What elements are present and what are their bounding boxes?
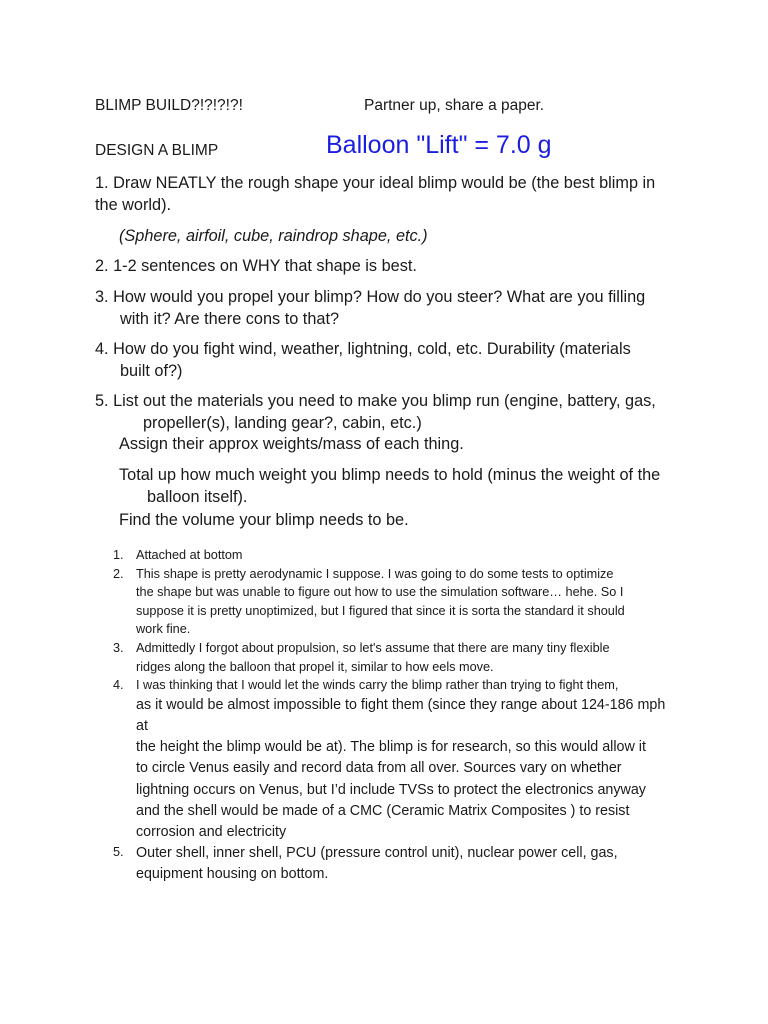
partner-instruction: Partner up, share a paper.: [364, 97, 545, 114]
answer-number: 4.: [113, 678, 124, 693]
question-1: [95, 172, 695, 216]
question-2: [95, 255, 695, 277]
question-1-line-1: 1. Draw NEATLY the rough shape your ideal blimp would be (the best blimp in: [95, 174, 656, 192]
question-4-line-2: built of?): [120, 362, 183, 380]
question-3-line-2: with it? Are there cons to that?: [120, 310, 340, 328]
question-3: [95, 286, 695, 330]
answer-line: I was thinking that I would let the winds carry the blimp rather than trying to fight them,: [136, 678, 619, 693]
answer-line: the shape but was unable to figure out how to use the simulation software… hehe. So I: [136, 585, 624, 600]
answer-item: [113, 639, 673, 676]
question-2-text: 2. 1-2 sentences on WHY that shape is best.: [95, 257, 417, 275]
question-5-line-1: 5. List out the materials you need to make you blimp run (engine, battery, gas,: [95, 392, 656, 410]
answer-line: ridges along the balloon that propel it, similar to how eels move.: [136, 659, 494, 674]
question-5-total-line-2: balloon itself).: [147, 488, 248, 506]
answer-line: lightning occurs on Venus, but I’d include TVSs to protect the electronics anyway: [136, 781, 646, 798]
question-5-assign: [119, 433, 699, 455]
question-3-line-1: 3. How would you propel your blimp? How do you steer? What are you filling: [95, 288, 646, 306]
answer-line: and the shell would be made of a CMC (Ceramic Matrix Composites ) to resist: [136, 802, 630, 819]
question-4: [95, 338, 695, 382]
question-5-total-line-1: Total up how much weight you blimp needs to hold (minus the weight of the: [119, 466, 661, 484]
answer-line: suppose it is pretty unoptimized, but I figured that since it is sorta the standard it should: [136, 603, 625, 618]
answer-line: equipment housing on bottom.: [136, 866, 329, 883]
answer-item: [113, 843, 673, 885]
answer-line: corrosion and electricity: [136, 823, 287, 840]
balloon-lift-value: Balloon "Lift" = 7.0 g: [326, 131, 552, 159]
answer-number: 2.: [113, 566, 124, 581]
question-5-assign-text: Assign their approx weights/mass of each thing.: [119, 435, 464, 453]
answer-line: Attached at bottom: [136, 548, 243, 562]
question-5-total: [119, 464, 699, 508]
question-5-line-2: propeller(s), landing gear?, cabin, etc.): [143, 414, 422, 432]
question-5: [95, 390, 695, 434]
answer-number: 5.: [113, 845, 124, 860]
answer-line: to circle Venus easily and record data from all over. Sources vary on whether: [136, 760, 622, 777]
answer-line: work fine.: [136, 622, 191, 637]
question-1-examples: (Sphere, airfoil, cube, raindrop shape, etc.): [119, 227, 428, 245]
answer-line: as it would be almost impossible to fight them (since they range about 124-186 mph at: [136, 696, 666, 734]
question-5-volume-text: Find the volume your blimp needs to be.: [119, 511, 409, 529]
question-4-line-1: 4. How do you fight wind, weather, lightning, cold, etc. Durability (materials: [95, 340, 631, 358]
answer-number: 3.: [113, 640, 124, 655]
answer-item: [113, 676, 673, 843]
answer-list: [113, 546, 673, 886]
answer-item: [113, 565, 673, 639]
question-1-line-2: the world).: [95, 196, 172, 214]
section-subtitle: DESIGN A BLIMP: [95, 142, 219, 159]
answer-line: This shape is pretty aerodynamic I suppose. I was going to do some tests to optimize: [136, 566, 614, 581]
answer-item: [113, 546, 673, 565]
answer-number: 1.: [113, 548, 124, 562]
answer-line: Admittedly I forgot about propulsion, so let's assume that there are many tiny flexible: [136, 640, 610, 655]
answer-line: Outer shell, inner shell, PCU (pressure control unit), nuclear power cell, gas,: [136, 845, 618, 862]
answer-line: the height the blimp would be at). The blimp is for research, so this would allow it: [136, 739, 646, 756]
question-5-volume: [119, 509, 699, 531]
page-title: BLIMP BUILD?!?!?!?!: [95, 97, 243, 114]
